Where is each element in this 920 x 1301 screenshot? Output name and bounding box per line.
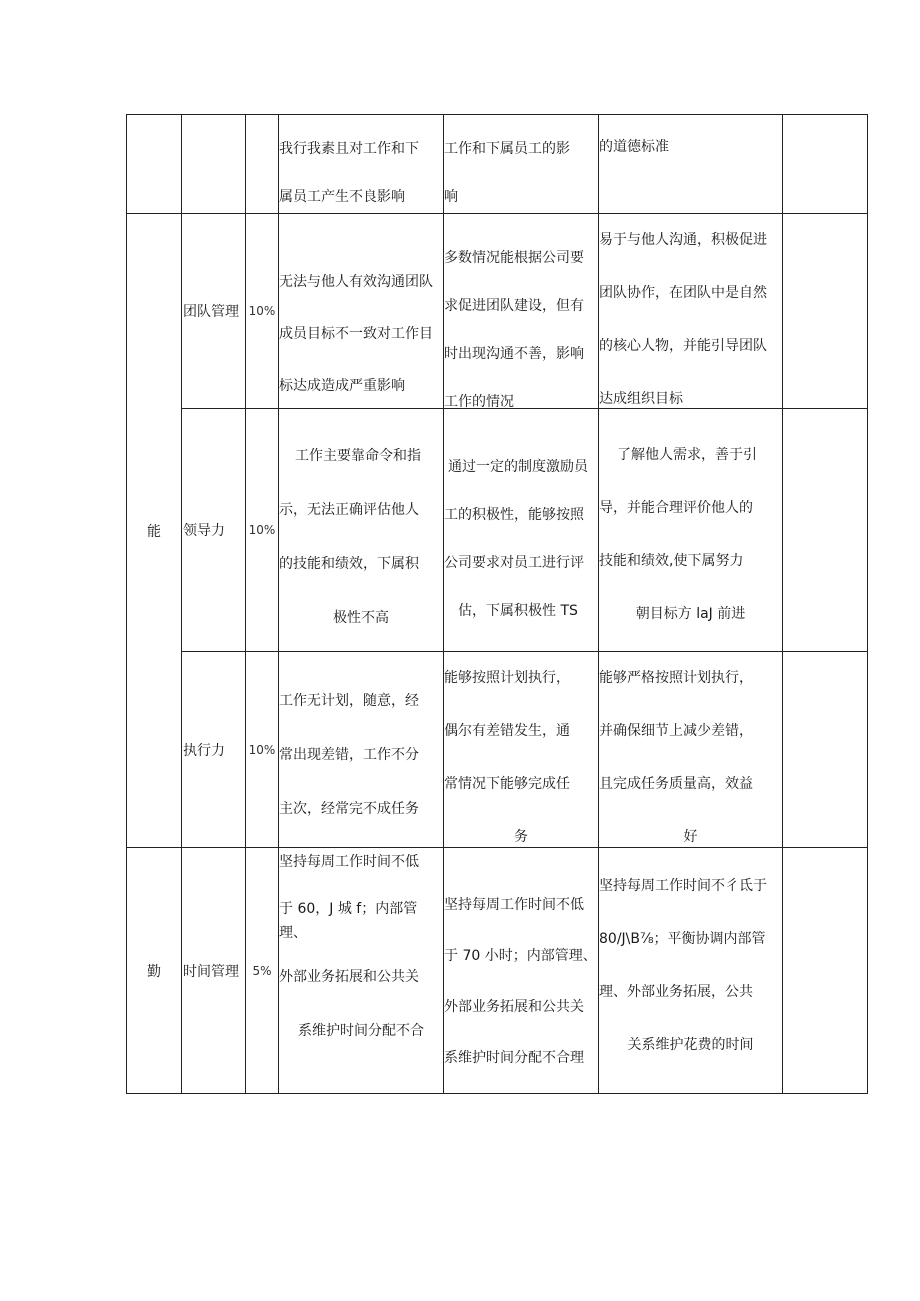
weight-cell	[246, 115, 279, 214]
item-name-cell: 执行力	[182, 652, 246, 848]
weight-cell: 10%	[246, 214, 279, 409]
category-cell: 能	[127, 214, 182, 848]
level-low-cell: 我行我素且对工作和下 属员工产生不良影响	[279, 115, 444, 214]
table-row	[127, 409, 868, 652]
level-mid-cell: 能够按照计划执行， 偶尔有差错发生，通 常情况下能够完成任 务	[444, 652, 599, 848]
level-mid-cell: 通过一定的制度激励员 工的积极性，能够按照 公司要求对员工进行评 估，下属积极性 TS	[444, 409, 599, 652]
item-name-cell	[182, 115, 246, 214]
level-low-cell: 工作主要靠命令和指 示，无法正确评估他人 的技能和绩效，下属积 极性不高	[279, 409, 444, 652]
score-cell	[783, 848, 868, 1094]
table-row	[127, 848, 868, 1094]
level-high-cell: 坚持每周工作时间不彳氐于 80/J\B⅞；平衡协调内部管 理、外部业务拓展，公共 关系维护花费的时间	[599, 848, 783, 1094]
score-cell	[783, 652, 868, 848]
weight-cell: 10%	[246, 409, 279, 652]
item-name-cell: 时间管理	[182, 848, 246, 1094]
table-row	[127, 214, 868, 409]
level-high-cell: 能够严格按照计划执行， 并确保细节上减少差错， 且完成任务质量高，效益 好	[599, 652, 783, 848]
weight-cell: 5%	[246, 848, 279, 1094]
level-high-cell: 易于与他人沟通，积极促进 团队协作，在团队中是自然 的核心人物，并能引导团队 达成组织目标	[599, 214, 783, 409]
level-low-cell: 坚持每周工作时间不低 于 60，J 城 f；内部管 理、 外部业务拓展和公共关 系维护时间分配不合	[279, 848, 444, 1094]
level-high-cell: 的道德标准	[599, 115, 783, 214]
score-cell	[783, 115, 868, 214]
item-name-cell: 领导力	[182, 409, 246, 652]
item-name-cell: 团队管理	[182, 214, 246, 409]
level-low-cell: 工作无计划，随意，经 常出现差错，工作不分 主次，经常完不成任务	[279, 652, 444, 848]
weight-cell: 10%	[246, 652, 279, 848]
table-row	[127, 115, 868, 214]
category-cell: 勤	[127, 848, 182, 1094]
level-high-cell: 了解他人需求，善于引 导，并能合理评价他人的 技能和绩效,使下属努力 朝目标方 laJ 前进	[599, 409, 783, 652]
score-cell	[783, 214, 868, 409]
level-mid-cell: 工作和下属员工的影 响	[444, 115, 599, 214]
evaluation-table	[126, 114, 868, 1094]
level-mid-cell: 坚持每周工作时间不低 于 70 小时；内部管理、 外部业务拓展和公共关 系维护时间分配不合理	[444, 848, 599, 1094]
table-row	[127, 652, 868, 848]
category-cell	[127, 115, 182, 214]
level-low-cell: 无法与他人有效沟通团队 成员目标不一致对工作目 标达成造成严重影响	[279, 214, 444, 409]
score-cell	[783, 409, 868, 652]
level-mid-cell: 多数情况能根据公司要 求促进团队建设，但有 时出现沟通不善，影响 工作的情况	[444, 214, 599, 409]
